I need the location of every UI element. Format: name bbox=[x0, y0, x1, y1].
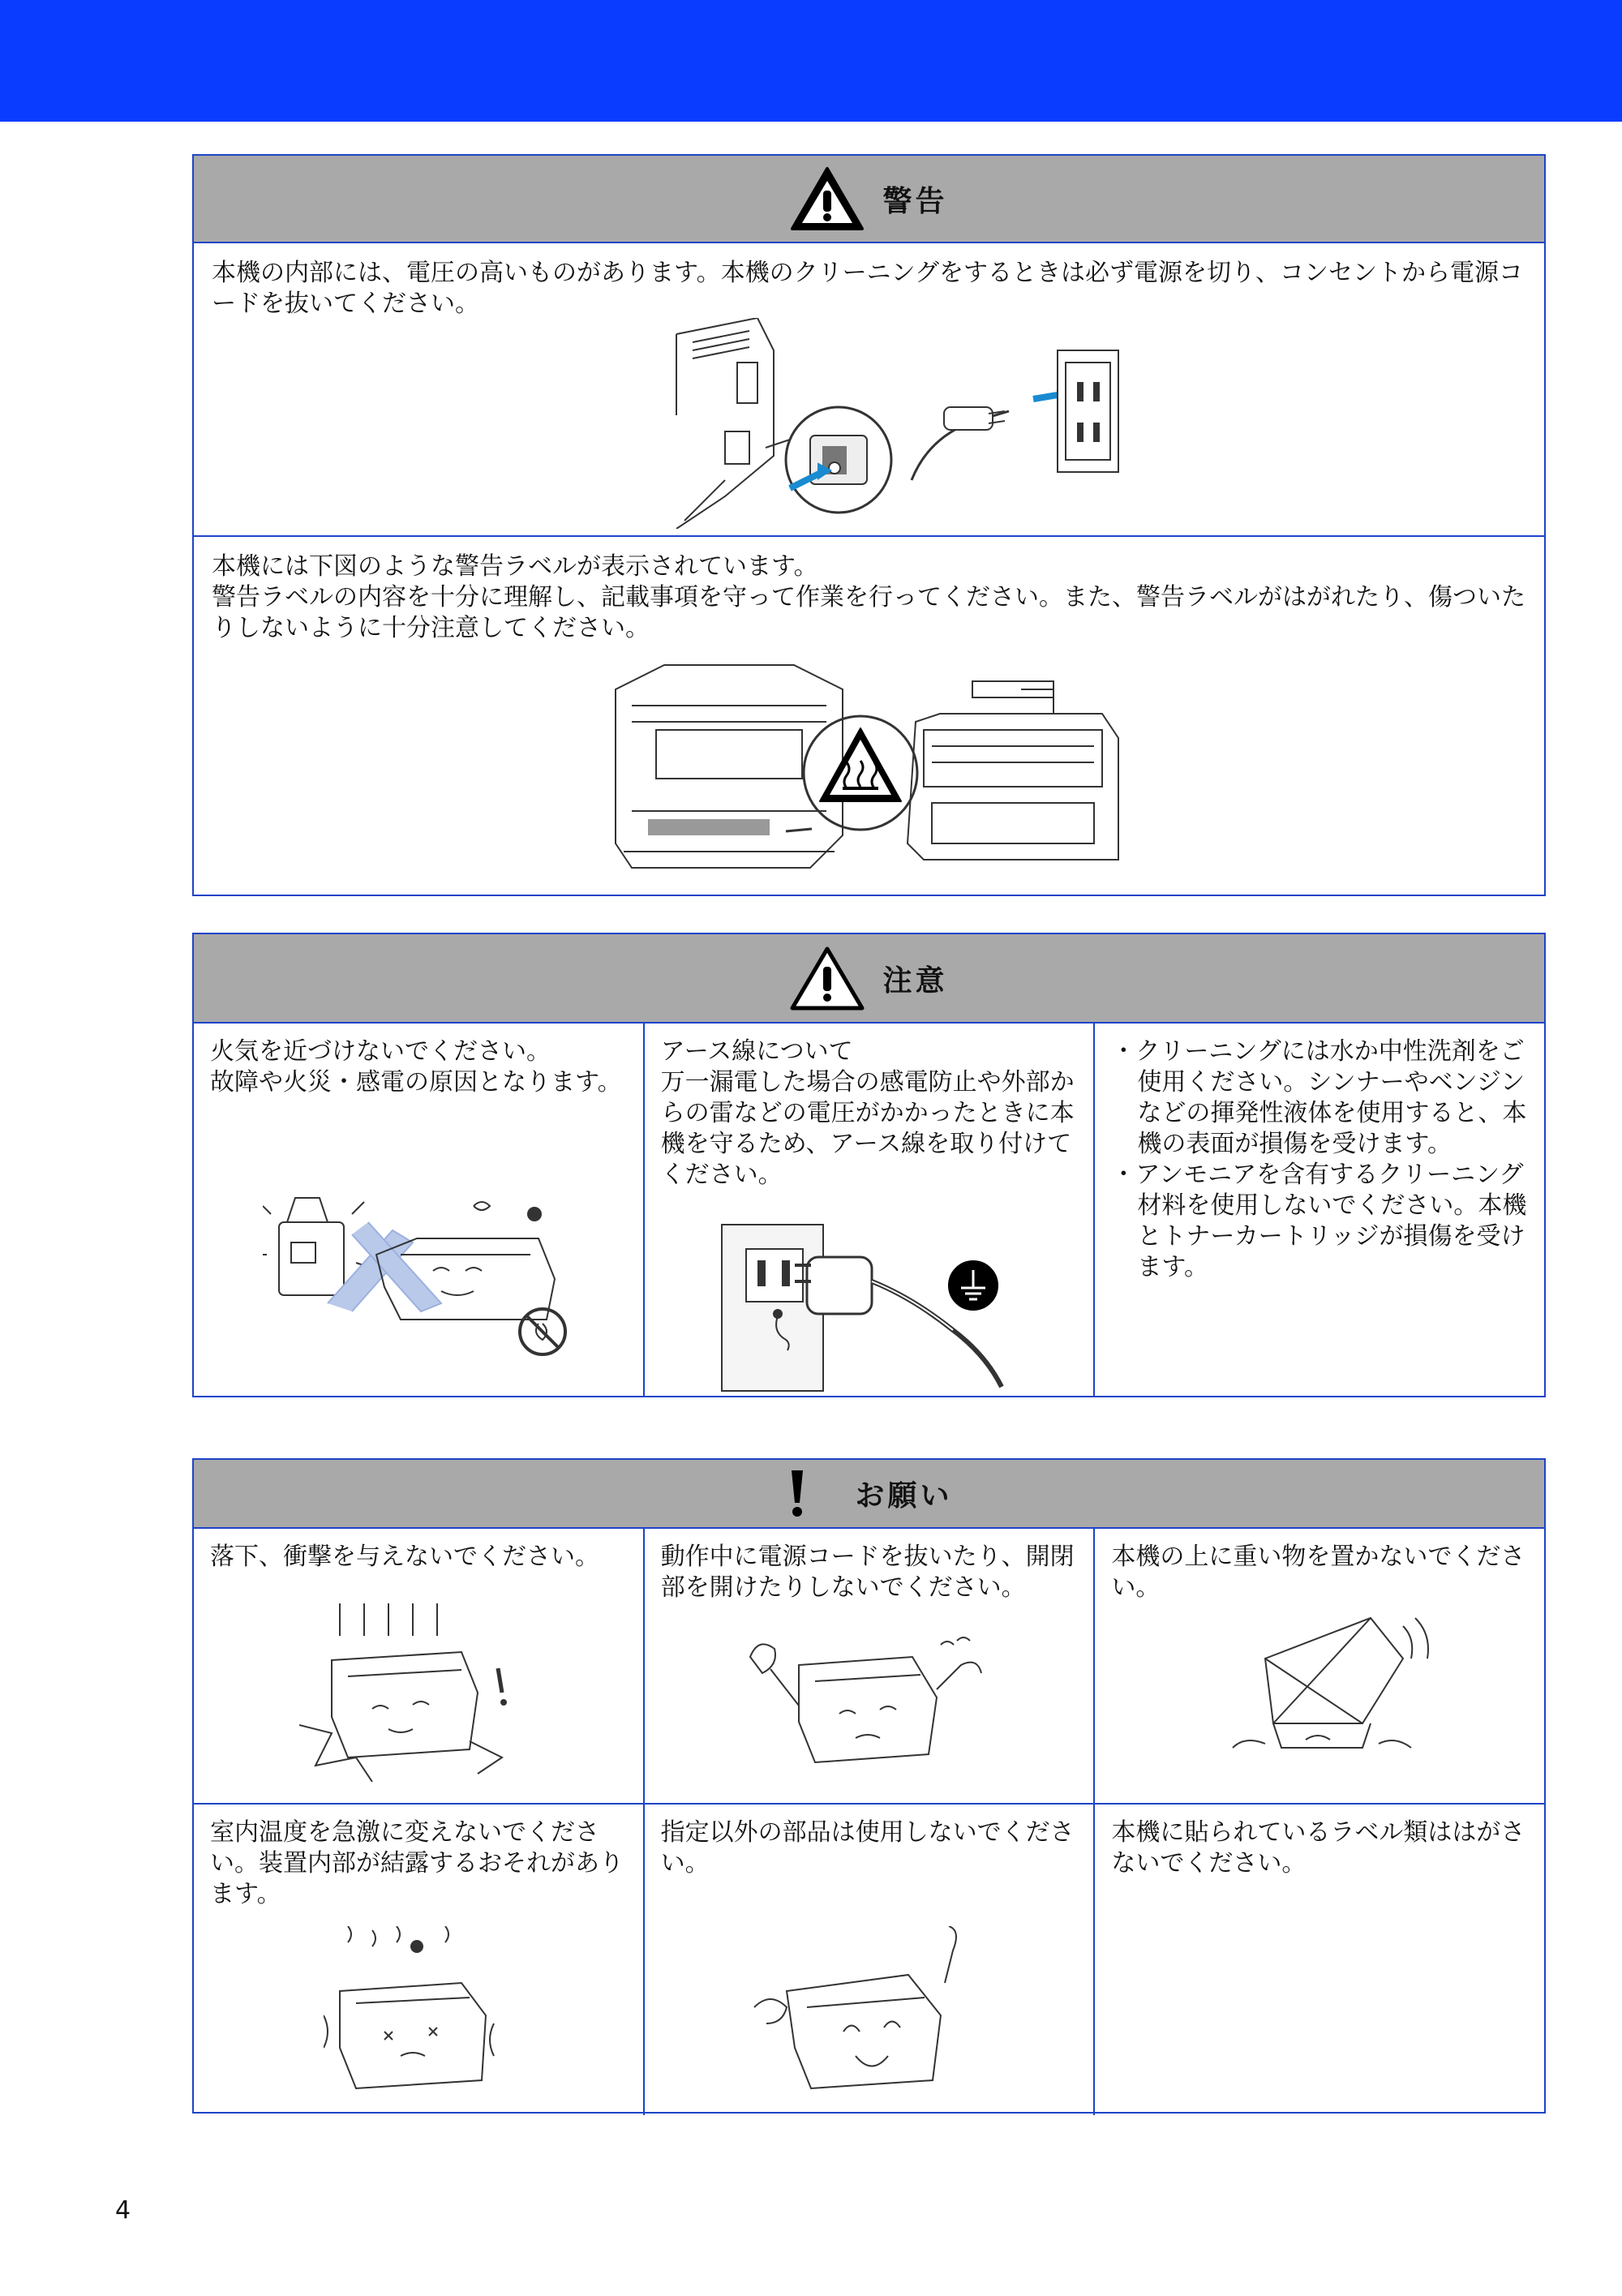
request-row-2 bbox=[194, 1803, 1544, 2115]
request-cell-3-text: 本機の上に重い物を置かないでください。 bbox=[1111, 1543, 1525, 1602]
use-genuine-parts-illustration bbox=[746, 1926, 989, 2096]
warning-row-2 bbox=[194, 535, 1544, 896]
warning-text-2-line-2: 警告ラベルの内容を十分に理解し、記載事項を守って作業を行ってください。また、警告ラベルがはがれたり、傷ついたりしないように十分注意してください。 bbox=[212, 583, 1525, 642]
caution-grid bbox=[194, 1024, 1544, 1397]
hot-surface-label-illustration bbox=[599, 657, 1135, 876]
warning-title: 警告 bbox=[882, 184, 948, 218]
warning-header bbox=[194, 156, 1544, 243]
caution-title: 注意 bbox=[882, 963, 948, 998]
request-cell-3 bbox=[1093, 1529, 1544, 1803]
page-number: 4 bbox=[115, 2196, 131, 2225]
power-switch-unplug-illustration bbox=[668, 318, 1122, 529]
no-temperature-change-illustration bbox=[324, 1926, 510, 2096]
request-cell-1 bbox=[194, 1529, 643, 1803]
request-title: お願い bbox=[855, 1479, 953, 1513]
warning-box bbox=[192, 154, 1546, 896]
warning-row-1 bbox=[194, 243, 1544, 535]
caution-box bbox=[192, 933, 1546, 1397]
request-cell-1-text: 落下、衝撃を与えないでください。 bbox=[210, 1543, 599, 1571]
caution-cell-2-line-1: アース線について bbox=[660, 1037, 853, 1066]
caution-bullet-1-text: クリーニングには水か中性洗剤をご使用ください。シンナーやベンジンなどの揮発性液体を使用すると、本機の表面が損傷を受けます。 bbox=[1135, 1037, 1527, 1158]
request-cell-5-text: 指定以外の部品は使用しないでください。 bbox=[660, 1818, 1075, 1878]
caution-bullet-1: ・クリーニングには水か中性洗剤をご使用ください。シンナーやベンジンなどの揮発性液体を使用すると、本機の表面が損傷を受けます。 bbox=[1111, 1037, 1527, 1158]
request-row-1 bbox=[194, 1529, 1544, 1803]
caution-cell-2 bbox=[643, 1024, 1094, 1397]
caution-cell-3 bbox=[1093, 1024, 1544, 1397]
no-drop-illustration bbox=[299, 1603, 526, 1782]
caution-cell-1-line-2: 故障や火災・感電の原因となります。 bbox=[210, 1068, 622, 1097]
caution-bullet-2: ・アンモニアを含有するクリーニング材料を使用しないでください。本機とトナーカートリッジが損傷を受けます。 bbox=[1111, 1161, 1527, 1281]
request-header bbox=[194, 1460, 1544, 1529]
request-cell-5 bbox=[643, 1805, 1094, 2115]
no-heavy-objects-illustration bbox=[1216, 1610, 1444, 1772]
caution-bullet-2-text: アンモニアを含有するクリーニング材料を使用しないでください。本機とトナーカートリッジが損傷を受けます。 bbox=[1135, 1161, 1527, 1281]
exclamation-icon bbox=[785, 1469, 809, 1519]
header-bar bbox=[0, 0, 1622, 122]
ground-wire-illustration bbox=[718, 1200, 1058, 1395]
request-cell-2 bbox=[643, 1529, 1094, 1803]
warning-text-2 bbox=[212, 551, 1526, 644]
warning-text-1: 本機の内部には、電圧の高いものがあります。本機のクリーニングをするときは必ず電源を切り、コンセントから電源コードを抜いてください。 bbox=[212, 259, 1523, 318]
warning-triangle-icon bbox=[790, 166, 865, 231]
request-cell-2-text: 動作中に電源コードを抜いたり、開閉部を開けたりしないでください。 bbox=[660, 1543, 1075, 1602]
caution-header bbox=[194, 934, 1544, 1024]
no-fire-illustration bbox=[263, 1190, 587, 1368]
request-cell-6-text: 本機に貼られているラベル類ははがさないでください。 bbox=[1111, 1818, 1525, 1878]
caution-cell-2-line-2: 万一漏電した場合の感電防止や外部からの雷などの電圧がかかったときに本機を守るため、アース線を取り付けてください。 bbox=[660, 1068, 1075, 1189]
request-cell-6 bbox=[1093, 1805, 1544, 2115]
request-cell-4 bbox=[194, 1805, 643, 2115]
request-cell-4-text: 室内温度を急激に変えないでください。装置内部が結露するおそれがあります。 bbox=[210, 1818, 624, 1908]
caution-triangle-icon bbox=[790, 946, 865, 1011]
warning-text-2-line-1: 本機には下図のような警告ラベルが表示されています。 bbox=[212, 552, 818, 581]
request-box bbox=[192, 1458, 1546, 2114]
caution-cell-1 bbox=[194, 1024, 643, 1397]
caution-cell-1-line-1: 火気を近づけないでください。 bbox=[210, 1037, 551, 1066]
no-unplug-illustration bbox=[742, 1633, 985, 1779]
